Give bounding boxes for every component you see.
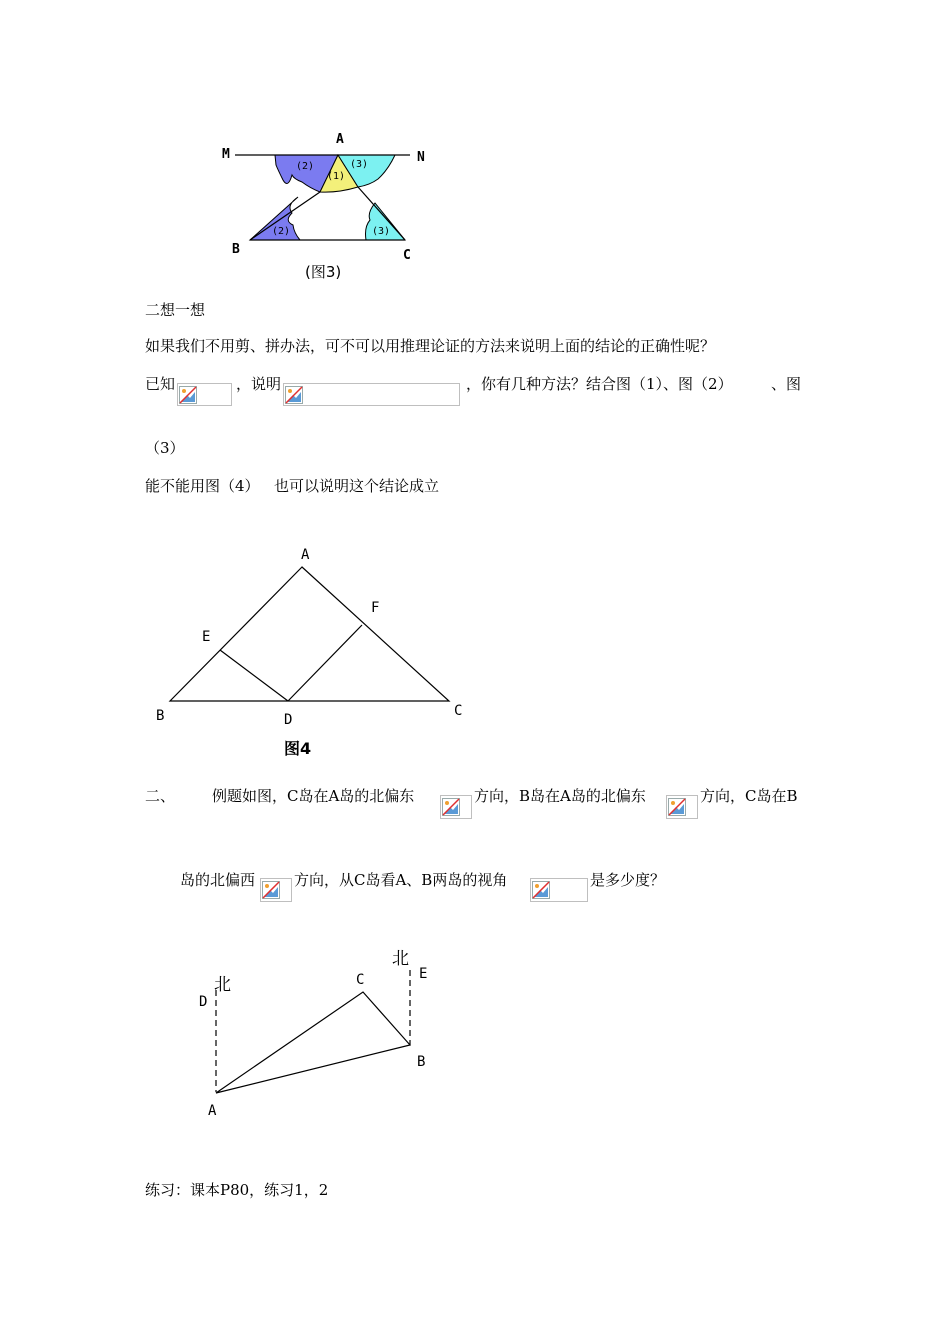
segment-df [288, 625, 362, 701]
angle-image-2 [666, 795, 698, 819]
label-d: D [284, 712, 293, 728]
label-c: C [356, 972, 365, 988]
label-b: B [232, 242, 240, 257]
example-text-6: 是多少度？ [590, 871, 666, 889]
example-text-3: 方向，C岛在B [700, 787, 798, 805]
example-text-2: 方向，B岛在A岛的北偏东 [474, 787, 646, 805]
triangle-abc [170, 567, 449, 701]
north-label-b: 北 [392, 949, 409, 969]
angle-label-3-top: (3) [350, 159, 369, 170]
figure-3-caption: (图3) [305, 263, 342, 281]
segment-ed [220, 650, 288, 701]
label-c: C [454, 703, 463, 719]
label-d: D [199, 994, 208, 1010]
label-n: N [417, 150, 425, 165]
figure-3-diagram [210, 125, 450, 285]
angle-label-3-bottom: (3) [372, 226, 391, 237]
label-m: M [222, 147, 230, 162]
figure-4-caption: 图4 [284, 739, 312, 758]
label-c: C [403, 248, 411, 263]
label-a: A [208, 1103, 217, 1119]
angle-label-2-top: (2) [296, 161, 315, 172]
example-text-5: 方向，从C岛看A、B两岛的视角 [294, 871, 508, 889]
methods-text: ，你有几种方法？结合图（1）、图（2） [466, 375, 733, 393]
broken-image-icon [442, 798, 460, 816]
figure-4-question-b: 也可以说明这个结论成立 [274, 477, 440, 495]
broken-image-icon [262, 881, 280, 899]
angle-label-1: (1) [327, 171, 346, 182]
example-number: 二、 [145, 787, 176, 805]
label-e: E [202, 629, 211, 645]
example-text-1: 例题如图，C岛在A岛的北偏东 [212, 787, 415, 805]
formula-image-explain [283, 383, 460, 406]
figure-3-ref: （3） [145, 439, 185, 457]
broken-image-icon [532, 881, 550, 899]
figure-ref-text: 、图 [771, 375, 802, 393]
label-a: A [301, 547, 310, 563]
label-b: B [156, 708, 165, 724]
label-e: E [419, 966, 428, 982]
broken-image-icon [179, 386, 197, 404]
label-a: A [336, 132, 344, 147]
broken-image-icon [668, 798, 686, 816]
formula-image-given [177, 383, 232, 406]
label-f: F [371, 600, 380, 616]
angle-image-1 [440, 795, 472, 819]
given-label: 已知 [145, 375, 176, 393]
example-text-4: 岛的北偏西 [180, 871, 256, 889]
islands-diagram [190, 940, 450, 1125]
question-text: 如果我们不用剪、拼办法，可不可以用推理论证的方法来说明上面的结论的正确性呢？ [145, 337, 716, 355]
section-heading: 二想一想 [145, 301, 206, 319]
north-label-a: 北 [214, 975, 231, 995]
label-b: B [417, 1054, 426, 1070]
angle-image-4 [530, 878, 588, 902]
figure-4-question-a: 能不能用图（4） [145, 477, 260, 495]
broken-image-icon [285, 386, 303, 404]
angle-image-3 [260, 878, 292, 902]
angle-label-2-bottom: (2) [272, 226, 291, 237]
figure-4-diagram [145, 540, 485, 765]
triangle-acb [216, 992, 410, 1093]
explain-label: ，说明 [236, 375, 282, 393]
exercise-text: 练习：课本P80，练习1，2 [145, 1181, 329, 1199]
